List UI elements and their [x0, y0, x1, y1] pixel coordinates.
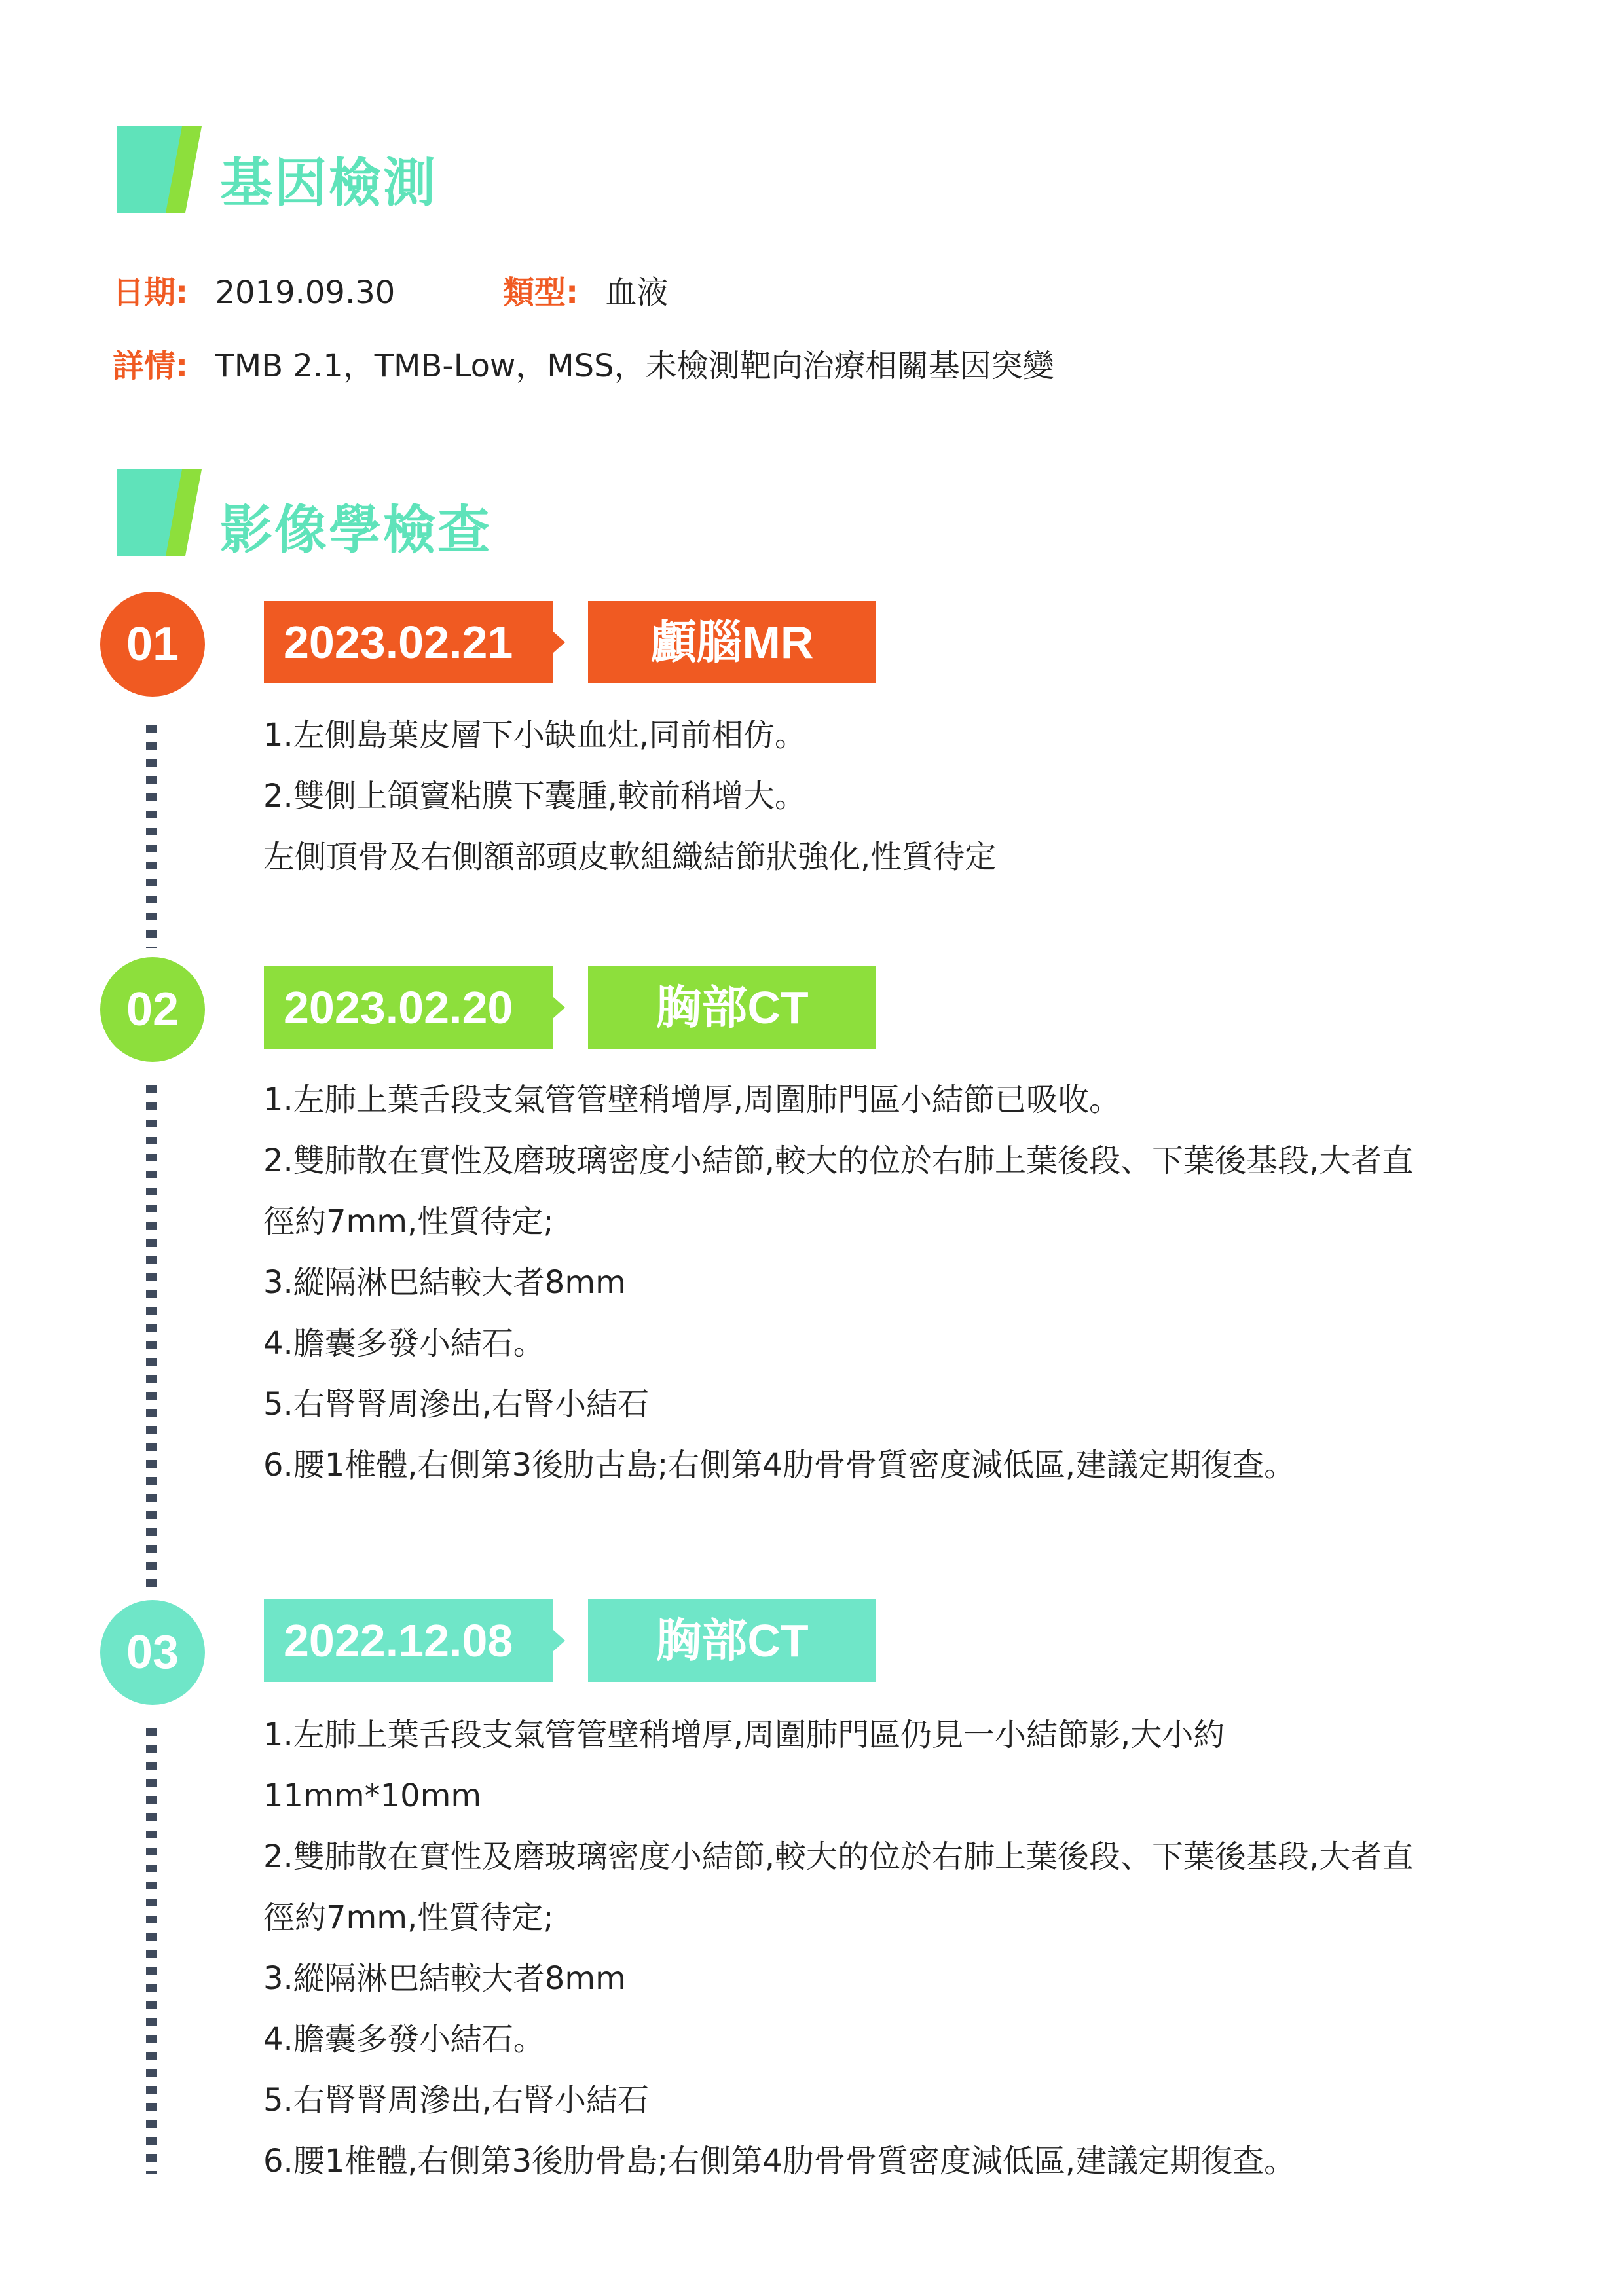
finding-line: 6.腰1椎體,右側第3後肋骨島;右側第4肋骨骨質密度減低區,建議定期復查。	[263, 2143, 1296, 2179]
timeline-connector	[146, 1085, 157, 1590]
finding-line: 4.膽囊多發小結石。	[263, 1325, 545, 1362]
exam-type: 顱腦MR	[588, 601, 876, 683]
exam-date	[264, 966, 553, 1049]
arrow-icon	[553, 997, 565, 1018]
finding-line: 5.右腎腎周滲出,右腎小結石	[263, 2082, 650, 2119]
finding-line: 3.縱隔淋巴結較大者8mm	[263, 1264, 626, 1301]
exam-date	[264, 601, 553, 683]
gene-detail-row	[113, 340, 1054, 386]
date-value: 2019.09.30	[215, 274, 396, 311]
finding-line: 4.膽囊多發小結石。	[263, 2021, 545, 2058]
header-stripe-icon	[117, 469, 202, 556]
exam-findings	[263, 705, 1540, 888]
finding-line: 1.左肺上葉舌段支氣管管壁稍增厚,周圍肺門區仍見一小結節影,大小約	[263, 1717, 1225, 1753]
finding-line: 2.雙肺散在實性及磨玻璃密度小結節,較大的位於右肺上葉後段、下葉後基段,大者直	[263, 1838, 1414, 1875]
finding-line: 6.腰1椎體,右側第3後肋古島;右側第4肋骨骨質密度減低區,建議定期復查。	[263, 1447, 1296, 1484]
timeline-number: 01	[100, 592, 205, 697]
gene-type-row	[503, 267, 668, 312]
exam-findings	[263, 1070, 1540, 1496]
gene-date-row	[113, 267, 395, 312]
exam-date-text: 2022.12.08	[284, 1615, 513, 1666]
exam-type: 胸部CT	[588, 966, 876, 1049]
header-stripe-icon	[117, 126, 202, 213]
timeline-number: 03	[100, 1600, 205, 1705]
finding-line: 左側頂骨及右側額部頭皮軟組織結節狀強化,性質待定	[263, 839, 997, 875]
finding-line: 11mm*10mm	[263, 1777, 482, 1814]
exam-type: 胸部CT	[588, 1599, 876, 1682]
timeline-connector	[146, 1728, 157, 2174]
arrow-icon	[553, 632, 565, 653]
finding-line: 徑約7mm,性質待定;	[263, 1899, 554, 1936]
detail-value: TMB 2.1，TMB-Low，MSS，未檢測靶向治療相關基因突變	[215, 348, 1054, 384]
detail-label: 詳情:	[113, 348, 189, 384]
date-label: 日期:	[113, 274, 189, 311]
finding-line: 5.右腎腎周滲出,右腎小結石	[263, 1386, 650, 1423]
gene-section-title: 基因檢測	[220, 153, 437, 213]
finding-line: 2.雙側上頜竇粘膜下囊腫,較前稍增大。	[263, 778, 807, 814]
finding-line: 1.左肺上葉舌段支氣管管壁稍增厚,周圍肺門區小結節已吸收。	[263, 1082, 1121, 1118]
exam-date	[264, 1599, 553, 1682]
type-label: 類型:	[503, 274, 579, 311]
type-value: 血液	[605, 274, 669, 311]
exam-date-text: 2023.02.21	[284, 617, 513, 668]
timeline-connector	[146, 725, 157, 948]
finding-line: 3.縱隔淋巴結較大者8mm	[263, 1960, 626, 1997]
finding-line: 徑約7mm,性質待定;	[263, 1203, 554, 1240]
timeline-number: 02	[100, 957, 205, 1062]
exam-date-text: 2023.02.20	[284, 982, 513, 1033]
finding-line: 1.左側島葉皮層下小缺血灶,同前相仿。	[263, 717, 807, 754]
imaging-section-title: 影像學檢查	[220, 500, 492, 560]
arrow-icon	[553, 1630, 565, 1651]
exam-findings	[263, 1705, 1540, 2192]
finding-line: 2.雙肺散在實性及磨玻璃密度小結節,較大的位於右肺上葉後段、下葉後基段,大者直	[263, 1142, 1414, 1179]
